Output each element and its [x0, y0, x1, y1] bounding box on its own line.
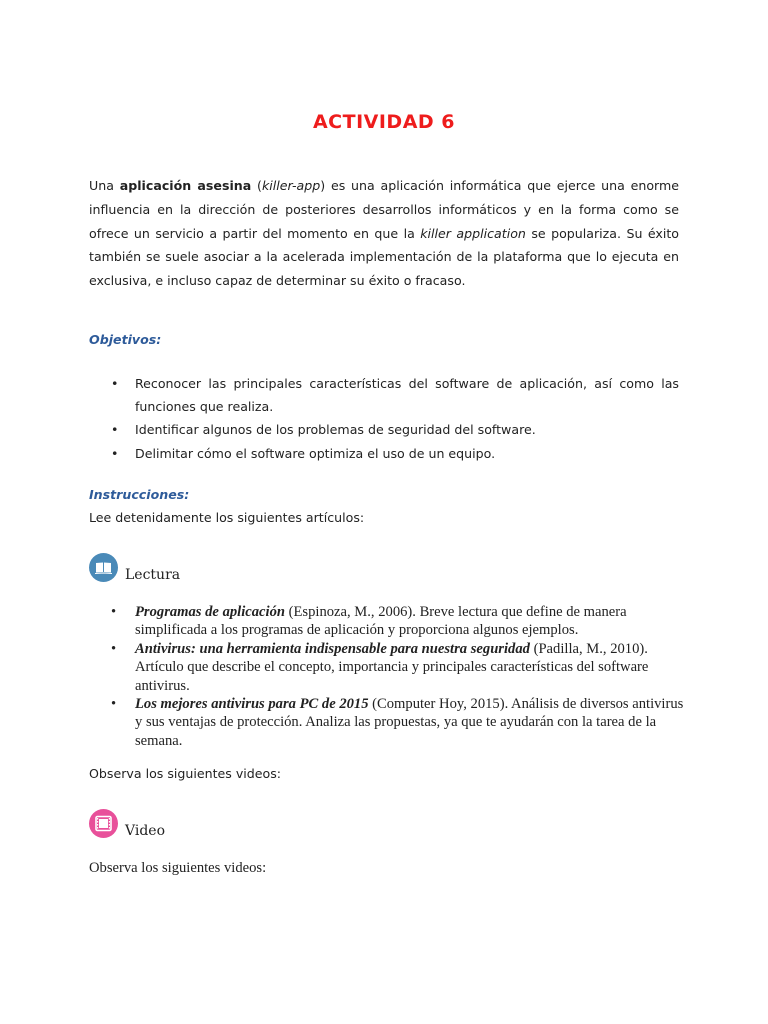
- list-item-text: Identificar algunos de los problemas de seguridad del software.: [135, 422, 536, 438]
- objetivos-list: [89, 372, 679, 465]
- bullet: •: [111, 604, 117, 620]
- reading-title-link[interactable]: Programas de aplicación: [135, 604, 285, 620]
- intro-bold-term: aplicación asesina: [119, 178, 252, 193]
- page-title: ACTIVIDAD 6: [312, 111, 456, 133]
- list-item: [89, 603, 689, 640]
- reading-description: (Computer Hoy, 2015). Análisis de diversos antivirus y sus ventajas de protección. Analiza las propuestas, ya que te ayudarán con la tarea de la semana.: [135, 696, 684, 749]
- film-icon: [89, 809, 118, 838]
- list-item: [89, 695, 689, 750]
- intro-text: Una: [89, 178, 120, 193]
- intro-italic-term: killer application: [420, 225, 526, 241]
- videos-intro-text: Observa los siguientes videos:: [89, 766, 282, 781]
- intro-paragraph: [89, 174, 679, 293]
- reading-description: (Espinoza, M., 2006). Breve lectura que define de manera simplificada a los programas de aplicación y proporciona algunos ejemplos.: [135, 604, 627, 639]
- video-label: Video: [125, 823, 166, 839]
- bullet: •: [111, 696, 117, 713]
- reading-description: (Padilla, M., 2010). Artículo que describe el concepto, importancia y principales características del software antivirus.: [135, 640, 649, 694]
- list-item: [89, 640, 689, 695]
- instrucciones-text: Lee detenidamente los siguientes artículos:: [89, 510, 365, 525]
- reading-title-link[interactable]: Los mejores antivirus para PC de 2015: [135, 696, 369, 713]
- intro-text: se populariza. Su éxito también se suele asociar a la acelerada implementación de la plataforma que lo ejecuta en exclusiva, e incluso capaz de determinar su éxito o fracaso.: [89, 225, 679, 289]
- lectura-list: [89, 603, 689, 750]
- bullet: •: [111, 445, 119, 461]
- book-icon: [89, 553, 118, 582]
- reading-title-link[interactable]: Antivirus: una herramienta indispensable para nuestra seguridad: [135, 640, 530, 657]
- bullet: •: [111, 640, 117, 657]
- list-item: [89, 442, 679, 465]
- list-item: [89, 372, 679, 418]
- intro-text: ) es una aplicación informática que ejerce una enorme influencia en la dirección de posteriores desarrollos informáticos y en la forma como se ofrece un servicio a partir del momento en que la: [89, 178, 679, 241]
- lectura-label: Lectura: [125, 567, 181, 583]
- list-item-text: Reconocer las principales características del software de aplicación, así como las funciones que realiza.: [135, 376, 679, 415]
- intro-italic-term: killer-app: [261, 178, 321, 193]
- bullet: •: [111, 422, 119, 438]
- video-text: Observa los siguientes videos:: [89, 860, 267, 876]
- instrucciones-heading: Instrucciones:: [89, 487, 190, 502]
- list-item-text: Delimitar cómo el software optimiza el uso de un equipo.: [135, 445, 496, 461]
- list-item: [89, 418, 679, 441]
- objetivos-heading: Objetivos:: [89, 332, 162, 347]
- bullet: •: [111, 376, 119, 391]
- intro-text: (: [251, 178, 262, 193]
